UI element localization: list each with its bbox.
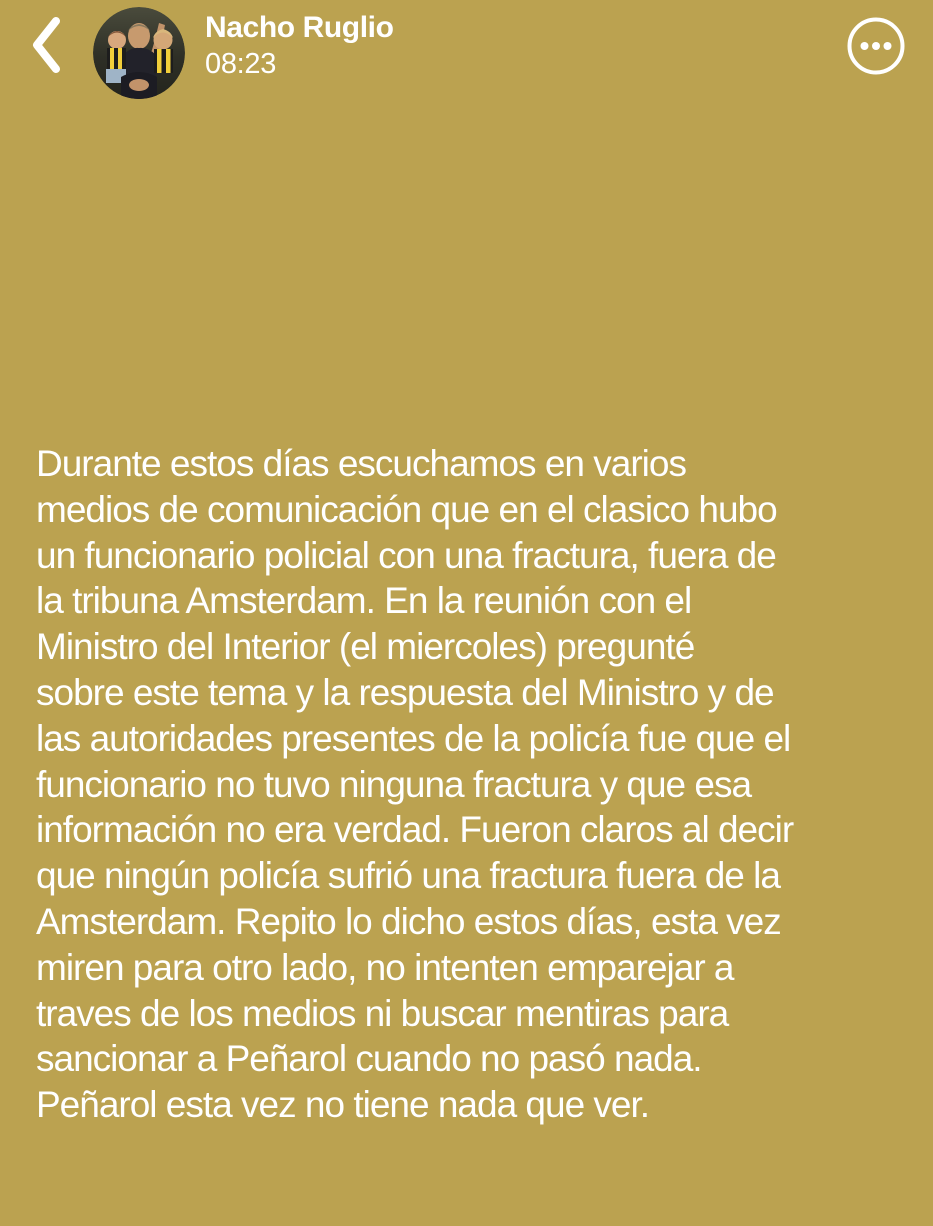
header-meta bbox=[205, 10, 394, 82]
story-text-line: Amsterdam. Repito lo dicho estos días, esta vez bbox=[36, 900, 781, 942]
chevron-left-icon bbox=[31, 16, 61, 77]
story-text-line: sancionar a Peñarol cuando no pasó nada. bbox=[36, 1038, 702, 1080]
story-text-line: miren para otro lado, no intenten emparejar a bbox=[36, 946, 734, 988]
story-header bbox=[0, 0, 933, 110]
profile-photo-icon bbox=[93, 7, 185, 99]
author-name[interactable]: Nacho Ruglio bbox=[205, 11, 394, 44]
avatar[interactable] bbox=[93, 7, 185, 99]
story-text-line: Durante estos días escuchamos en varios bbox=[36, 443, 686, 484]
story-text-line: las autoridades presentes de la policía fue que el bbox=[36, 717, 791, 759]
story-text-line: traves de los medios ni buscar mentiras para bbox=[36, 992, 729, 1034]
story-text-line: Peñarol esta vez no tiene nada que ver. bbox=[36, 1084, 650, 1126]
more-options-button[interactable] bbox=[846, 16, 906, 76]
back-button[interactable] bbox=[24, 12, 68, 80]
story-text-line: funcionario no tuvo ninguna fractura y que esa bbox=[36, 763, 752, 805]
ellipsis-circle-icon bbox=[846, 64, 906, 79]
story-text-line: un funcionario policial con una fractura, fuera de bbox=[36, 534, 776, 576]
story-timestamp: 08:23 bbox=[205, 48, 277, 80]
story-text bbox=[36, 441, 906, 1128]
story-text-line: la tribuna Amsterdam. En la reunión con el bbox=[36, 580, 692, 622]
story-text-line: medios de comunicación que en el clasico hubo bbox=[36, 488, 777, 530]
story-text-line: sobre este tema y la respuesta del Ministro y de bbox=[36, 671, 774, 713]
story-text-line: Ministro del Interior (el miercoles) pregunté bbox=[36, 626, 695, 668]
story-text-line: información no era verdad. Fueron claros al decir bbox=[36, 809, 794, 851]
story-text-line: que ningún policía sufrió una fractura fuera de la bbox=[36, 855, 780, 897]
